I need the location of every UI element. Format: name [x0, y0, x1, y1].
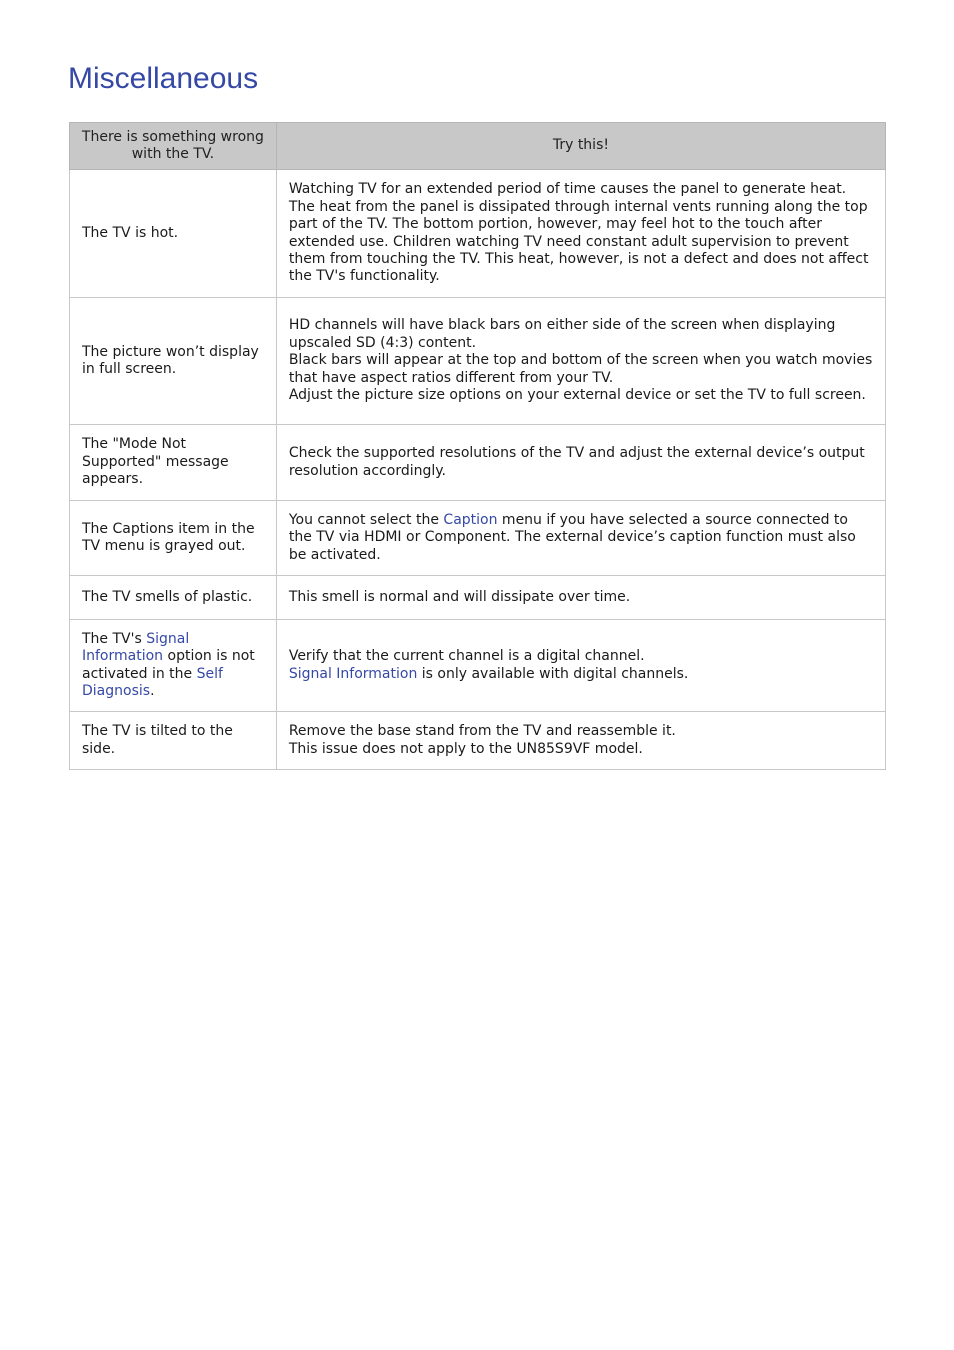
table-row — [70, 620, 886, 712]
signal-information-link: Signal Information — [288, 665, 418, 682]
solution-cell: Check the supported resolutions of the TV and adjust the external device’s output resolution accordingly. — [276, 425, 885, 501]
problem-cell: The TV is hot. — [70, 170, 277, 298]
solution-cell: This smell is normal and will dissipate over time. — [276, 576, 885, 620]
header-solution: Try this! — [276, 123, 885, 170]
problem-cell — [70, 620, 277, 712]
problem-cell: The picture won’t display in full screen. — [70, 298, 277, 425]
solution-cell — [276, 620, 885, 712]
table-row — [70, 298, 886, 425]
problem-cell: The "Mode Not Supported" message appears. — [70, 425, 277, 501]
problem-cell: The Captions item in the TV menu is grayed out. — [70, 501, 277, 576]
solution-cell: Watching TV for an extended period of time causes the panel to generate heat. The heat from the panel is dissipated through internal vents running along the top part of the TV. The bottom portion, however, may feel hot to the touch after extended use. Children watching TV need constant adult supervision to prevent them from touching the TV. This heat, however, is not a defect and does not affect the TV's functionality. — [276, 170, 885, 298]
table-row — [70, 501, 886, 576]
solution-line — [289, 666, 873, 683]
solution-text: menu if you have selected a source connected to the TV via HDMI or Component. The external device’s caption function must also be activated. — [288, 511, 856, 563]
problem-text: . — [150, 682, 155, 699]
solution-cell — [276, 501, 885, 576]
solution-line: Verify that the current channel is a digital channel. — [288, 648, 645, 665]
problem-cell: The TV is tilted to the side. — [70, 712, 277, 770]
table-row — [70, 425, 886, 501]
problem-cell: The TV smells of plastic. — [70, 576, 277, 620]
solution-cell — [276, 712, 885, 770]
solution-line: Remove the base stand from the TV and reassemble it. — [288, 723, 676, 740]
solution-line: Black bars will appear at the top and bottom of the screen when you watch movies that have aspect ratios different from your TV. — [288, 352, 873, 386]
table-row — [70, 576, 886, 620]
solution-text: You cannot select the — [288, 511, 444, 528]
solution-text: is only available with digital channels. — [417, 665, 689, 682]
troubleshooting-table — [69, 122, 886, 770]
solution-line: This issue does not apply to the UN85S9VF model. — [288, 740, 643, 757]
self-diagnosis-link: Self Diagnosis — [82, 665, 223, 699]
problem-text: The TV's — [82, 630, 147, 647]
signal-information-link: Signal Information — [82, 630, 190, 665]
header-problem: There is something wrong with the TV. — [70, 123, 277, 170]
solution-line: Adjust the picture size options on your external device or set the TV to full screen. — [288, 387, 866, 404]
solution-cell — [276, 298, 885, 425]
solution-line: HD channels will have black bars on either side of the screen when displaying upscaled SD (4:3) content. — [288, 317, 836, 351]
problem-text: option is not activated in the — [82, 648, 255, 682]
table-row — [70, 712, 886, 770]
caption-menu-link: Caption — [443, 511, 498, 528]
page-title: Miscellaneous — [68, 62, 259, 95]
table-row — [70, 170, 886, 298]
table-header-row — [70, 123, 886, 170]
